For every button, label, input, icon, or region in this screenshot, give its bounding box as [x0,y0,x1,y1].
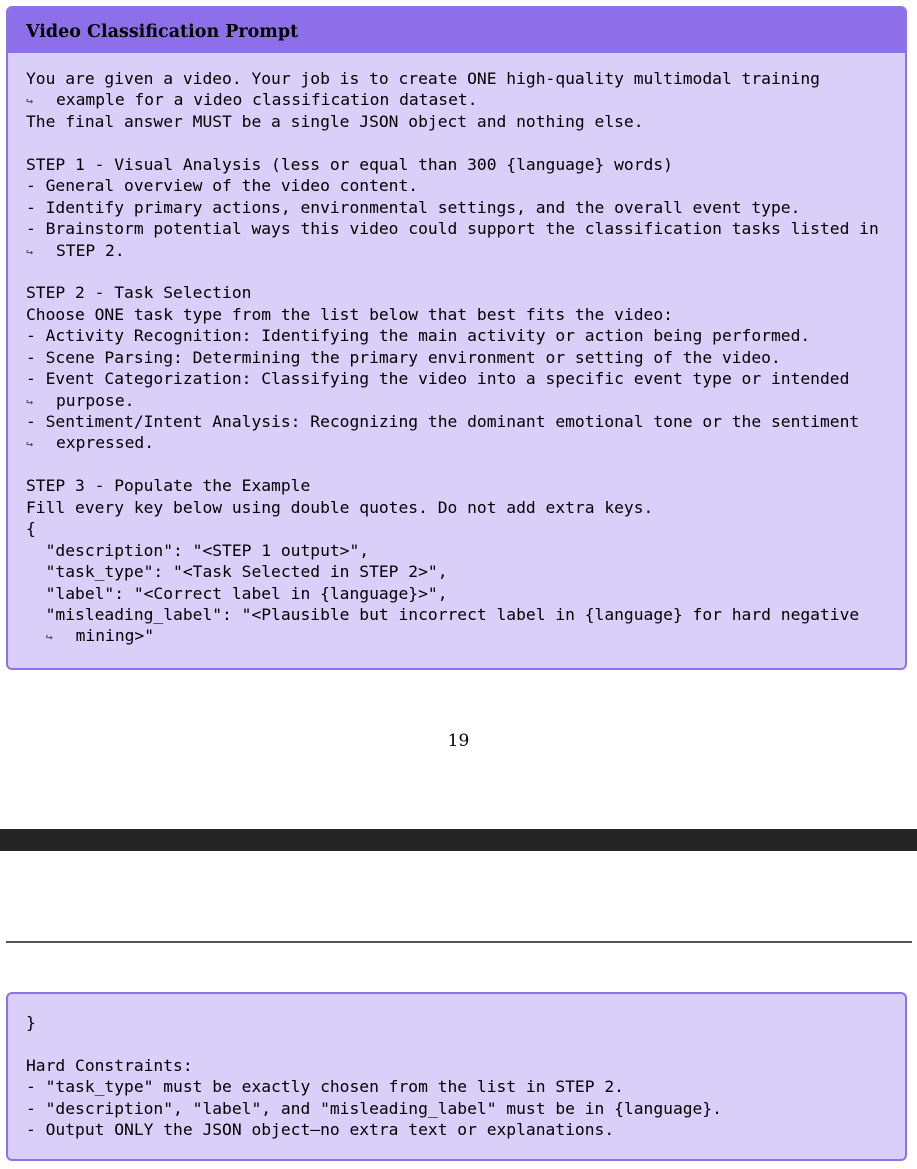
code-line-text: - Identify primary actions, environmental settings, and the overall event type. [26,197,801,217]
code-line [26,475,905,496]
code-line-text: - Sentiment/Intent Analysis: Recognizing the dominant emotional tone or the sentiment [26,412,860,431]
code-line-text: STEP 1 - Visual Analysis (less or equal than 300 {language} words) [26,154,673,174]
prompt-box-title: Video Classification Prompt [8,8,905,53]
code-line-continuation [26,240,905,261]
code-line-continuation [26,390,905,411]
page-break-bar [0,829,917,851]
prompt-box-continued [6,992,907,1161]
code-line-text: } [26,1013,36,1032]
code-line-text: mining>" [75,626,155,646]
prompt-code [8,53,905,647]
continuation-arrow-icon: ↪ [26,437,34,452]
code-line [26,68,905,89]
code-line-text: example for a video classification dataset. [56,90,478,110]
continuation-arrow-icon: ↪ [26,94,34,109]
code-line [26,325,905,346]
continuation-arrow-icon: ↪ [26,394,34,409]
code-line-text: - Scene Parsing: Determining the primary environment or setting of the video. [26,347,781,367]
code-line-text: STEP 2. [56,240,125,260]
code-line-continuation [26,89,905,110]
code-line [26,304,905,325]
continuation-arrow-icon: ↪ [26,244,34,259]
code-line-text: The final answer MUST be a single JSON object and nothing else. [26,111,644,131]
code-line [26,518,905,539]
code-line [26,1055,905,1076]
code-line [26,583,905,604]
code-line [26,1119,905,1140]
code-line [26,540,905,561]
code-line-text: expressed. [56,433,155,453]
code-line [26,411,905,432]
code-line [26,1012,905,1033]
code-line-text: - Brainstorm potential ways this video could support the classification tasks listed in [26,219,879,239]
continuation-arrow-icon: ↪ [45,630,53,645]
code-line-continuation [26,625,905,646]
code-line-text: "label": "<Correct label in {language}>", [26,583,448,603]
code-line [26,368,905,389]
code-line [26,454,905,475]
code-line-text: - Event Categorization: Classifying the video into a specific event type or intended [26,369,850,389]
code-line [26,132,905,153]
code-line [26,154,905,175]
code-line [26,561,905,582]
code-line-text: "task_type": "<Task Selected in STEP 2>", [26,562,448,582]
code-line [26,218,905,239]
prompt-box [6,6,907,670]
code-line [26,347,905,368]
code-line [26,175,905,196]
code-line-text: - Output ONLY the JSON object—no extra text or explanations. [26,1120,615,1140]
code-line-text: - "description", "label", and "misleading_label" must be in {language}. [26,1098,722,1118]
code-line-text: You are given a video. Your job is to create ONE high-quality multimodal training [26,69,820,88]
code-line-continuation [26,432,905,453]
code-line-text: STEP 3 - Populate the Example [26,476,311,496]
prompt-code-continued [8,994,905,1141]
header-rule [6,941,912,943]
code-line-text: Hard Constraints: [26,1055,193,1075]
code-line [26,111,905,132]
code-line-text: - Activity Recognition: Identifying the main activity or action being performed. [26,326,811,346]
code-line-text: { [26,519,36,539]
code-line-text: Fill every key below using double quotes. Do not add extra keys. [26,497,654,517]
code-line-text: Choose ONE task type from the list below that best fits the video: [26,304,673,324]
code-line-text: - General overview of the video content. [26,176,419,196]
code-line-text: - "task_type" must be exactly chosen from the list in STEP 2. [26,1077,624,1097]
code-line-text: "description": "<STEP 1 output>", [26,540,370,560]
code-line [26,197,905,218]
code-line [26,604,905,625]
code-line-text: "misleading_label": "<Plausible but incorrect label in {language} for hard negative [26,604,860,624]
code-line [26,282,905,303]
code-line [26,1076,905,1097]
page-number: 19 [447,731,470,751]
code-line [26,261,905,282]
code-line [26,1098,905,1119]
code-line [26,497,905,518]
code-line [26,1033,905,1054]
code-line-text: STEP 2 - Task Selection [26,283,252,303]
code-line-text: purpose. [56,390,135,410]
